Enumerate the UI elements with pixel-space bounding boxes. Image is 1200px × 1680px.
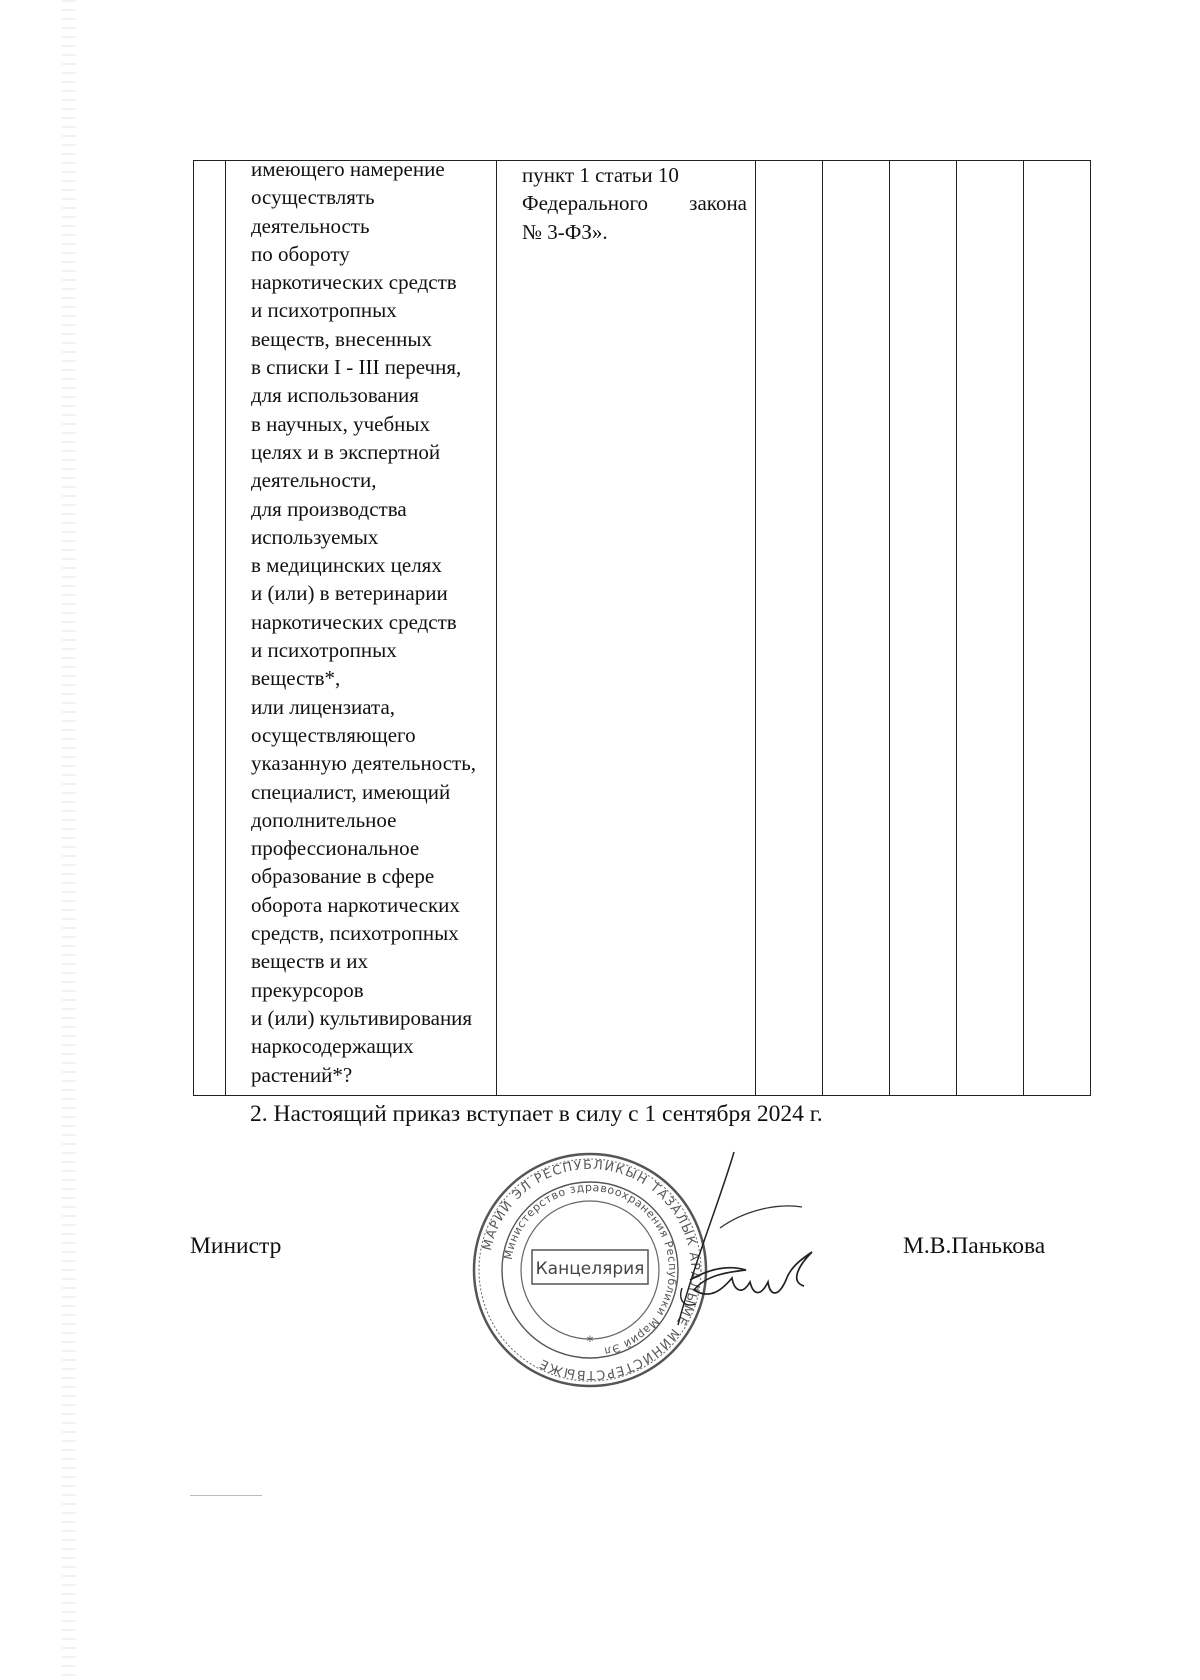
question-line: целях и в экспертной bbox=[251, 439, 441, 464]
footer-rule bbox=[190, 1495, 262, 1496]
question-line: для использования bbox=[251, 383, 419, 408]
table-cell-legal-basis bbox=[497, 161, 756, 1096]
question-line: и (или) в ветеринарии bbox=[251, 581, 448, 606]
question-line: и психотропных bbox=[251, 298, 397, 323]
question-line: или лицензиата, bbox=[251, 694, 396, 719]
question-line: осуществляющего bbox=[251, 722, 416, 747]
scan-edge-artifact bbox=[62, 0, 76, 1680]
question-text bbox=[251, 155, 490, 1089]
question-line: растений*? bbox=[251, 1062, 353, 1087]
question-line: и психотропных bbox=[251, 638, 397, 663]
question-line: специалист, имеющий bbox=[251, 779, 451, 804]
question-line: используемых bbox=[251, 524, 379, 549]
requirements-table bbox=[193, 157, 1091, 1096]
legal-basis-line: № 3-ФЗ». bbox=[522, 219, 608, 244]
question-line: прекурсоров bbox=[251, 977, 364, 1002]
table-cell-notes bbox=[957, 161, 1024, 1096]
table-cell-not-applicable bbox=[890, 161, 957, 1096]
question-line: в научных, учебных bbox=[251, 411, 430, 436]
question-line: деятельности, bbox=[251, 468, 377, 493]
table-cell-extra bbox=[1024, 161, 1091, 1096]
table-row bbox=[194, 161, 1091, 1096]
signatory-name: М.В.Панькова bbox=[903, 1233, 1046, 1259]
question-line: деятельность bbox=[251, 213, 370, 238]
question-line: в списки I - III перечня, bbox=[251, 355, 462, 380]
question-line: наркотических средств bbox=[251, 609, 457, 634]
question-line: средств, психотропных bbox=[251, 921, 459, 946]
question-line: дополнительное bbox=[251, 807, 397, 832]
legal-basis-line: Федерального закона bbox=[522, 191, 747, 216]
handwritten-signature bbox=[650, 1140, 820, 1340]
question-line: наркосодержащих bbox=[251, 1034, 414, 1059]
question-line: для производства bbox=[251, 496, 407, 521]
table-cell-answer-no bbox=[823, 161, 890, 1096]
seal-center-text: Канцелярия bbox=[535, 1259, 645, 1279]
seal-inner-text: Министерство здравоохранения Республики Марий Эл bbox=[501, 1180, 680, 1358]
seal-star-icon: * bbox=[586, 1334, 594, 1350]
order-effective-date-paragraph: 2. Настоящий приказ вступает в силу с 1 сентября 2024 г. bbox=[250, 1101, 823, 1127]
table-cell-number bbox=[194, 161, 226, 1096]
question-line: указанную деятельность, bbox=[251, 751, 477, 776]
table-cell-answer-yes bbox=[756, 161, 823, 1096]
question-line: веществ*, bbox=[251, 666, 341, 691]
question-line: профессиональное bbox=[251, 836, 420, 861]
legal-basis-text bbox=[522, 161, 747, 246]
question-line: в медицинских целях bbox=[251, 553, 442, 578]
question-line: образование в сфере bbox=[251, 864, 435, 889]
question-line: наркотических средств bbox=[251, 270, 457, 295]
seal-outer-text: МАРИЙ ЭЛ РЕСПУБЛИКЫН ТАЗАЛЫК АРАЛЫМЕ МИНИСТЕРСТВЫЖЕ bbox=[478, 1156, 704, 1384]
table-cell-question bbox=[226, 157, 497, 1096]
legal-basis-line: пункт 1 статьи 10 bbox=[522, 163, 679, 187]
question-line: по обороту bbox=[251, 241, 350, 266]
question-line: оборота наркотических bbox=[251, 892, 460, 917]
question-line: веществ, внесенных bbox=[251, 326, 433, 351]
question-line: имеющего намерение bbox=[251, 157, 445, 181]
signatory-title: Министр bbox=[190, 1233, 282, 1259]
question-line: осуществлять bbox=[251, 185, 375, 210]
question-line: веществ и их bbox=[251, 949, 369, 974]
question-line: и (или) культивирования bbox=[251, 1005, 473, 1030]
